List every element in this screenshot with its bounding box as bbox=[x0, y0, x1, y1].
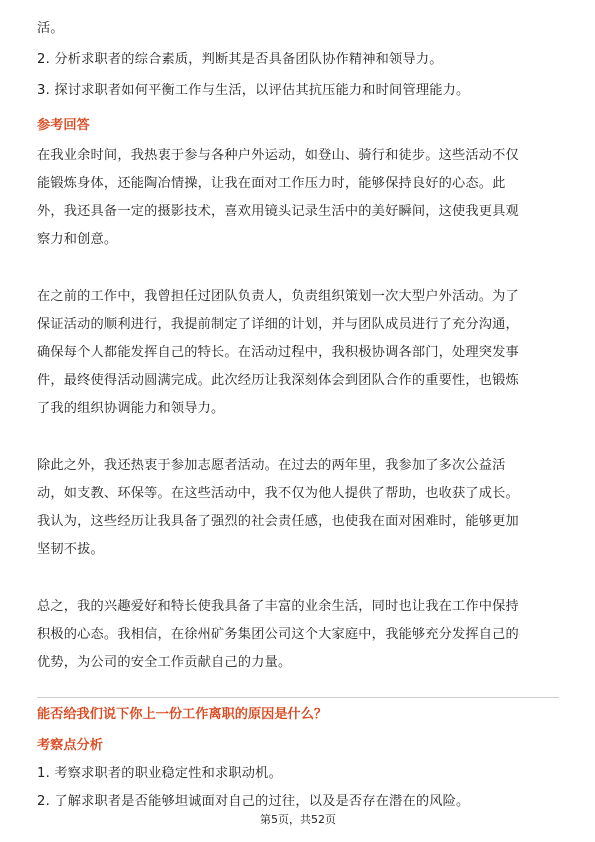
paragraph-line: 除此之外，我还热衷于参加志愿者活动。在过去的两年里，我参加了多次公益活 bbox=[37, 458, 506, 473]
paragraph-line: 确保每个人都能发挥自己的特长。在活动过程中，我积极协调各部门，处理突发事 bbox=[37, 345, 519, 360]
interview-question: 能否给我们说下你上一份工作离职的原因是什么？ bbox=[37, 707, 328, 722]
prev-point-3: 3. 探讨求职者如何平衡工作与生活，以评估其抗压能力和时间管理能力。 bbox=[37, 83, 470, 98]
paragraph-line: 察力和创意。 bbox=[37, 232, 118, 247]
paragraph-line: 优势，为公司的安全工作贡献自己的力量。 bbox=[37, 655, 292, 670]
paragraph-line: 外，我还具备一定的摄影技术，喜欢用镜头记录生活中的美好瞬间，这使我更具观 bbox=[37, 204, 519, 219]
paragraph-line: 了我的组织协调能力和领导力。 bbox=[37, 401, 225, 416]
prev-point-2: 2. 分析求职者的综合素质，判断其是否具备团队协作精神和领导力。 bbox=[37, 52, 443, 67]
paragraph-line: 动，如支教、环保等。在这些活动中，我不仅为他人提供了帮助，也收获了成长。 bbox=[37, 486, 519, 501]
analysis-heading: 考察点分析 bbox=[37, 738, 103, 753]
paragraph-line: 件，最终使得活动圆满完成。此次经历让我深刻体会到团队合作的重要性，也锻炼 bbox=[37, 373, 519, 388]
section-divider bbox=[37, 697, 559, 698]
paragraph-line: 在之前的工作中，我曾担任过团队负责人，负责组织策划一次大型户外活动。为了 bbox=[37, 289, 519, 304]
prev-section-tail: 活。 bbox=[37, 21, 64, 36]
page-footer: 第5页，共52页 bbox=[260, 813, 336, 826]
analysis-point-1: 1. 考察求职者的职业稳定性和求职动机。 bbox=[37, 766, 282, 781]
paragraph-line: 在我业余时间，我热衷于参与各种户外运动，如登山、骑行和徒步。这些活动不仅 bbox=[37, 148, 519, 163]
paragraph-line: 保证活动的顺利进行，我提前制定了详细的计划，并与团队成员进行了充分沟通， bbox=[37, 317, 519, 332]
analysis-point-2: 2. 了解求职者是否能够坦诚面对自己的过往，以及是否存在潜在的风险。 bbox=[37, 794, 470, 809]
paragraph-line: 坚韧不拔。 bbox=[37, 542, 104, 557]
paragraph-line: 我认为，这些经历让我具备了强烈的社会责任感，也使我在面对困难时，能够更加 bbox=[37, 514, 519, 529]
paragraph-line: 积极的心态。我相信，在徐州矿务集团公司这个大家庭中，我能够充分发挥自己的 bbox=[37, 627, 519, 642]
document-page bbox=[37, 0, 559, 842]
answer-heading: 参考回答 bbox=[37, 118, 90, 133]
paragraph-line: 能锻炼身体，还能陶冶情操，让我在面对工作压力时，能够保持良好的心态。此 bbox=[37, 176, 506, 191]
paragraph-line: 总之，我的兴趣爱好和特长使我具备了丰富的业余生活，同时也让我在工作中保持 bbox=[37, 599, 519, 614]
